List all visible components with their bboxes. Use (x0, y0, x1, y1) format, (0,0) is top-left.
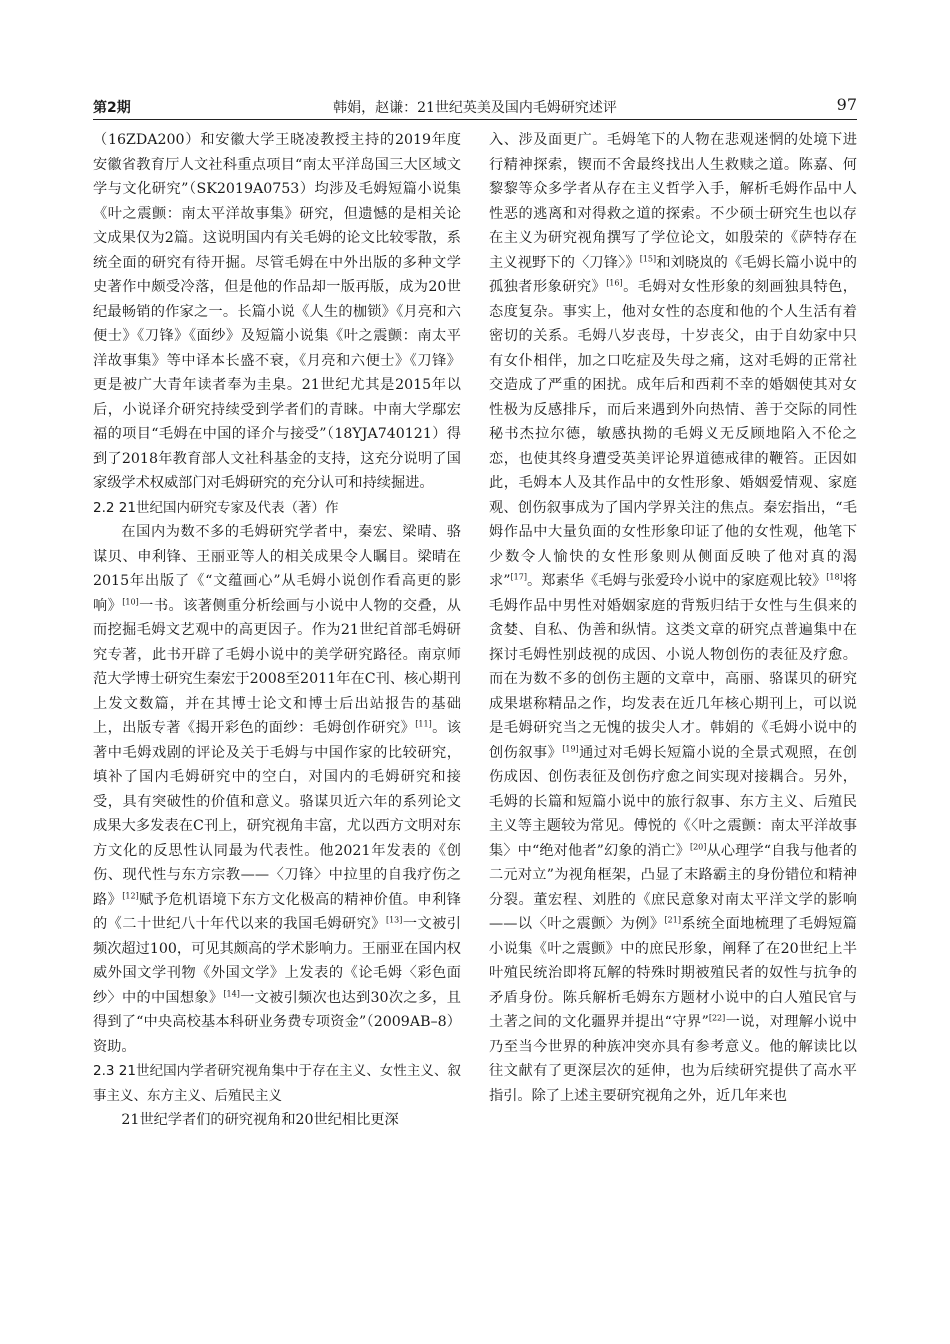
text-run: （16ZDA200）和安徽大学王晓凌教授主持的2019年度安徽省教育厅人文社科重点项目“南太平洋岛国三大区域文学与文化研究”（SK2019A0753）均涉及毛姆短篇小说集《叶之震颤：南太平洋故事集》研究，但遗憾的是相关论文成果仅为2篇。这说明国内有关毛姆的论文比较零散，系统全面的研究有待开掘。尽管毛姆在中外出版的多种文学史著作中颇受冷落，但是他的作品却一版再版，成为20世纪最畅销的作家之一。长篇小说《人生的枷锁》《月亮和六便士》《刀锋》《面纱》及短篇小说集《叶之震颤：南太平洋故事集》等中译本长盛不衰，《月亮和六便士》《刀锋》更是被广大青年读者奉为圭臬。21世纪尤其是2015年以后，小说译介研究持续受到学者们的青睐。中南大学鄢宏福的项目“毛姆在中国的译介与接受”（18YJA740121）得到了2018年教育部人文社科基金的支持，这充分说明了国家级学术权威部门对毛姆研究的充分认可和持续掘进。 (93, 132, 461, 491)
citation: [15] (639, 253, 657, 263)
text-run: 系统全面地梳理了毛姆短篇小说集《叶之震颤》中的庶民形象，阐释了在20世纪上半叶殖民统治即将瓦解的特殊时期被殖民者的奴性与抗争的矛盾身份。陈兵解析毛姆东方题材小说中的白人殖民官与土著之间的文化疆界并提出“守界” (489, 916, 857, 1030)
paragraph (93, 520, 461, 1059)
citation: [21] (664, 915, 681, 925)
text-run: 一说，对理解小说中乃至当今世界的种族冲突亦具有参考意义。他的解读比以往文献有了更深层次的延伸，也为后续研究提供了高水平指引。除了上述主要研究视角之外，近几年来也 (489, 1014, 857, 1104)
text-run: 。毛姆对女性形象的刻画独具特色，态度复杂。事实上，他对女性的态度和他的个人生活有着密切的关系。毛姆八岁丧母，十岁丧父，由于自幼家中只有女仆相伴，加之口吃症及失母之痛，这对毛姆的正常社交造成了严重的困扰。成年后和西莉不幸的婚姻使其对女性极为反感排斥，而后来遇到外向热情、善于交际的同性秘书杰拉尔德，敏感执拗的毛姆义无反顾地陷入不伦之恋，也使其终身遭受英美评论界道德戒律的鞭笞。正因如此，毛姆本人及其作品中的女性形象、婚姻爱情观、家庭观、创伤叙事成为了国内学界关注的焦点。秦宏指出，“毛姆作品中大量负面的女性形象印证了他的女性观，他笔下少数令人愉快的女性形象则从侧面反映了他对真的渴求” (489, 279, 857, 589)
text-run: 入、涉及面更广。毛姆笔下的人物在悲观迷惘的处境下进行精神探索，锲而不舍最终找出人生救赎之道。陈嘉、何黎黎等众多学者从存在主义哲学入手，解析毛姆作品中人性恶的逃离和对得救之道的探索。不少硕士研究生也以存在主义为研究视角撰写了学位论文，如殷荣的《萨特存在主义视野下的〈刀锋〉》 (489, 132, 857, 271)
paragraph (93, 1108, 461, 1133)
page-header (93, 93, 857, 120)
text-run: 赋予危机语境下东方文化极高的精神价值。申利锋的《二十世纪八十年代以来的我国毛姆研究》 (93, 891, 461, 932)
citation: [19] (562, 743, 579, 753)
text-run: 。该著中毛姆戏剧的评论及关于毛姆与中国作家的比较研究，填补了国内毛姆研究中的空白，对国内的毛姆研究和接受，具有突破性的价值和意义。骆谋贝近六年的系列论文成果大多发表在C刊上，研究视角丰富，尤以西方文明对东方文化的反思性认同最为代表性。他2021年发表的《创伤、现代性与东方宗教——〈刀锋〉中拉里的自我疗伤之路》 (93, 720, 461, 908)
paragraph (489, 128, 857, 1108)
text-run: 将毛姆作品中男性对婚姻家庭的背叛归结于女性与生俱来的贪婪、自私、伪善和纵情。这类文章的研究点普遍集中在探讨毛姆性别歧视的成因、小说人物创伤的表征及疗愈。而在为数不多的创伤主题的文章中，高丽、骆谋贝的研究成果堪称精品之作，均发表在近几年核心期刊上，可以说是毛姆研究当之无愧的拔尖人才。韩娟的《毛姆小说中的创伤叙事》 (489, 573, 857, 761)
text-run: 一文被引频次超过100，可见其颇高的学术影响力。王丽亚在国内权威外国文学刊物《外国文学》上发表的《论毛姆〈彩色面纱〉中的中国想象》 (93, 916, 461, 1006)
text-run: 。郑素华《毛姆与张爱玲小说中的家庭观比较》 (526, 573, 827, 589)
running-title: 韩娟，赵谦：21世纪英美及国内毛姆研究述评 (333, 100, 617, 116)
text-run: 一书。该著侧重分析绘画与小说中人物的交叠，从而挖掘毛姆文艺观中的高更因子。作为21世纪首部毛姆研究专著，此书开辟了毛姆小说中的美学研究路径。南京师范大学博士研究生秦宏于2008至2011年在C刊、核心期刊上发文数篇，并在其博士论文和博士后出站报告的基础上，出版专著《揭开彩色的面纱：毛姆创作研究》 (93, 597, 461, 736)
text-run: 从心理学“自我与他者的二元对立”为视角框架，凸显了末路霸主的身份错位和精神分裂。董宏程、刘胜的《庶民意象对南太平洋文学的影响——以〈叶之震颤〉为例》 (489, 842, 857, 932)
citation: [13] (385, 915, 403, 925)
citation: [17] (510, 572, 527, 582)
citation: [16] (606, 278, 623, 288)
section-heading-2-2: 2.2 21世纪国内研究专家及代表（著）作 (93, 499, 339, 516)
citation: [14] (223, 988, 240, 998)
left-column (93, 128, 461, 1133)
section-heading-2-3: 2.3 21世纪国内学者研究视角集中于存在主义、女性主义、叙事主义、东方主义、后殖民主义 (93, 1063, 461, 1104)
citation: [10] (122, 596, 139, 606)
text-run: 和刘晓岚的《毛姆长篇小说中的孤独者形象研究》 (489, 254, 857, 295)
citation: [11] (415, 719, 432, 729)
issue-label: 第2期 (93, 100, 131, 116)
citation: [22] (708, 1013, 726, 1023)
citation: [18] (826, 572, 843, 582)
page-number: 97 (836, 95, 857, 114)
right-column (489, 128, 857, 1108)
text-run: 在国内为数不多的毛姆研究学者中，秦宏、梁晴、骆谋贝、申利锋、王丽亚等人的相关成果令人瞩目。梁晴在2015年出版了《“文蕴画心”从毛姆小说创作看高更的影响》 (93, 524, 461, 614)
citation: [20] (689, 841, 707, 851)
paragraph (93, 128, 461, 496)
text-run: 通过对毛姆长短篇小说的全景式观照，在创伤成因、创伤表征及创伤疗愈之间实现对接耦合。另外，毛姆的长篇和短篇小说中的旅行叙事、东方主义、后殖民主义等主题较为常见。傅悦的《〈叶之震颤：南太平洋故事集〉中“绝对他者”幻象的消亡》 (489, 744, 857, 859)
text-run: 一文被引频次也达到30次之多，且得到了“中央高校基本科研业务费专项资金”（2009AB–8）资助。 (93, 989, 461, 1055)
citation: [12] (122, 890, 139, 900)
text-run: 21世纪学者们的研究视角和20世纪相比更深 (121, 1112, 399, 1128)
